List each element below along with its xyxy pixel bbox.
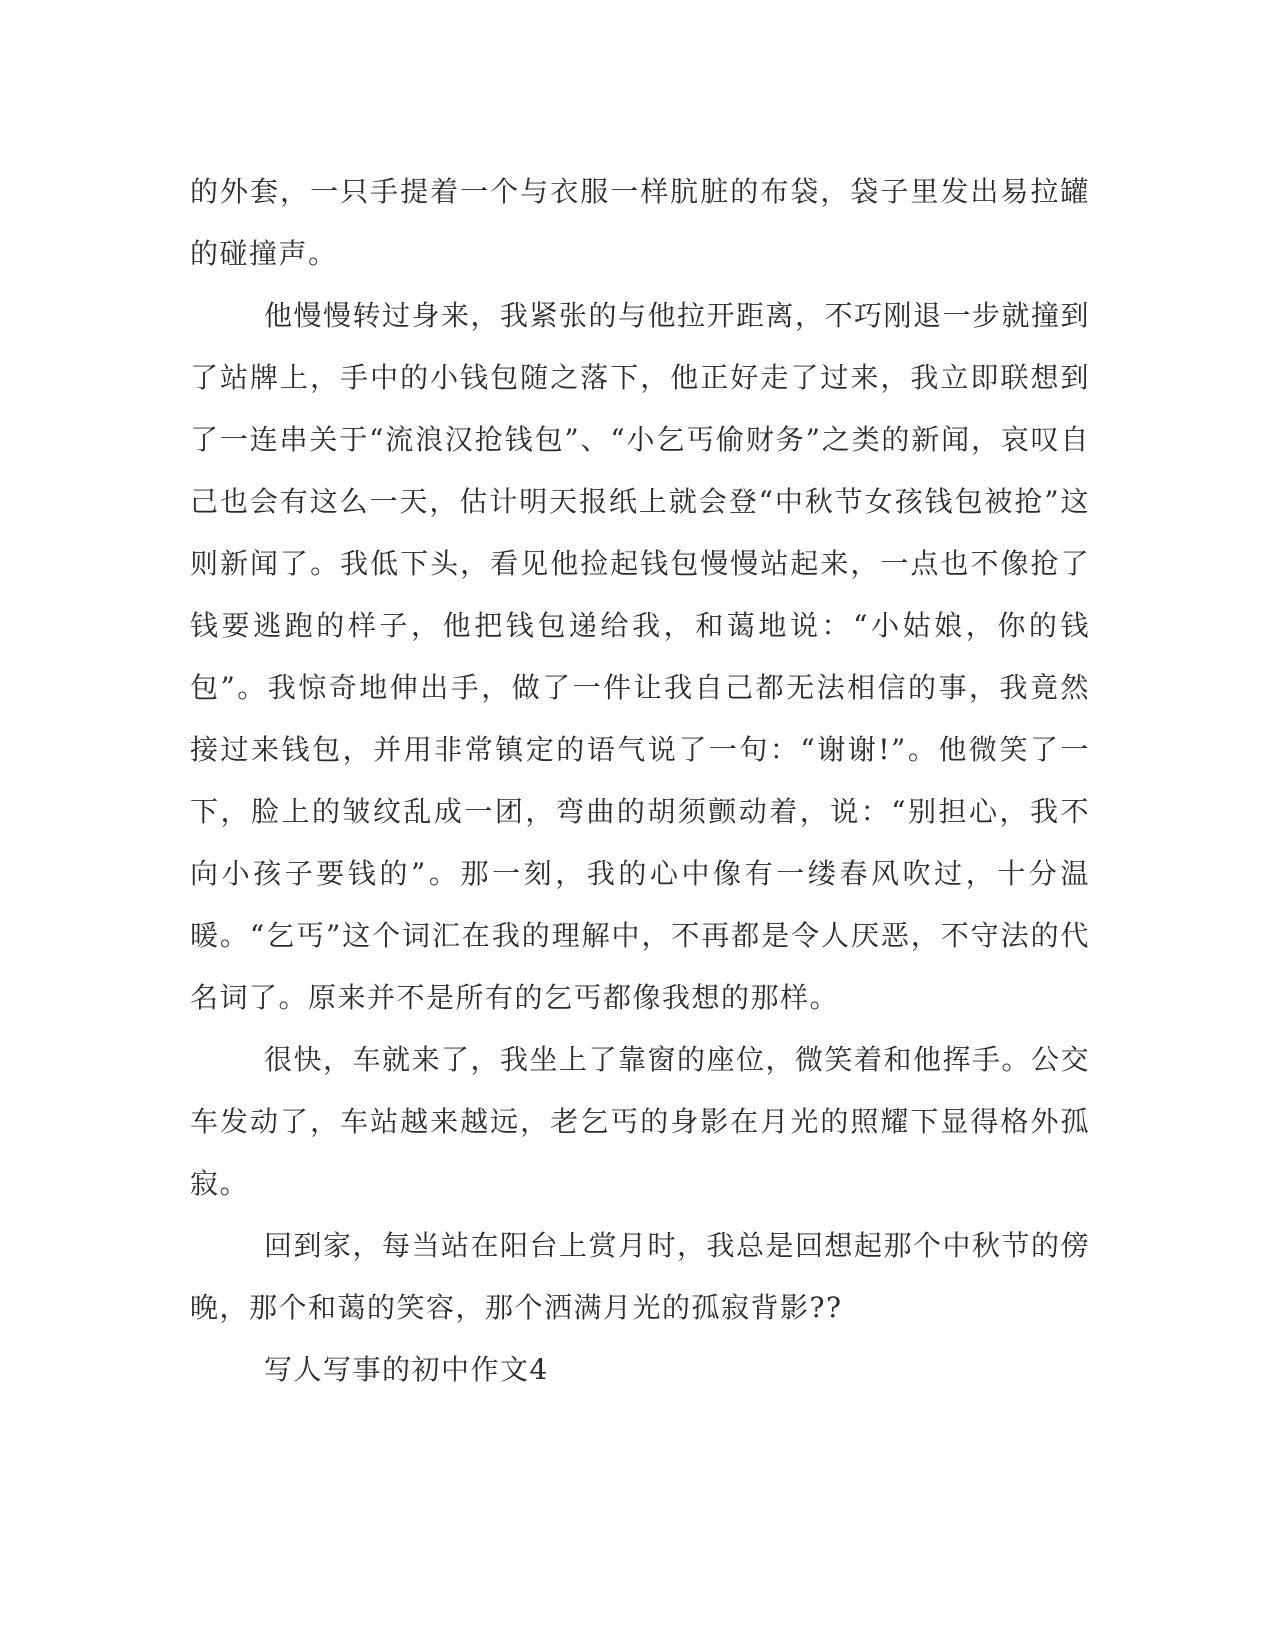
paragraph-wallet-story: 他慢慢转过身来，我紧张的与他拉开距离，不巧刚退一步就撞到了站牌上，手中的小钱包随之落下，他正好走了过来，我立即联想到了一连串关于“流浪汉抢钱包”、“小乞丐偷财务”之类的新闻，哀叹自己也会有这么一天，估计明天报纸上就会登“中秋节女孩钱包被抢”这则新闻了。我低下头，看见他捡起钱包慢慢站起来，一点也不像抢了钱要逃跑的样子，他把钱包递给我，和蔼地说：“小姑娘，你的钱包”。我惊奇地伸出手，做了一件让我自己都无法相信的事，我竟然接过来钱包，并用非常镇定的语气说了一句：“谢谢!”。他微笑了一下，脸上的皱纹乱成一团，弯曲的胡须颤动着，说：“别担心，我不向小孩子要钱的”。那一刻，我的心中像有一缕春风吹过，十分温暖。“乞丐”这个词汇在我的理解中，不再都是令人厌恶，不守法的代名词了。原来并不是所有的乞丐都像我想的那样。 <box>190 299 1091 1014</box>
section-heading: 写人写事的初中作文4 <box>264 1353 549 1386</box>
paragraph-continuation: 的外套，一只手提着一个与衣服一样肮脏的布袋，袋子里发出易拉罐的碰撞声。 <box>190 175 1090 270</box>
paragraph-memory: 回到家，每当站在阳台上赏月时，我总是回想起那个中秋节的傍晚，那个和蔼的笑容，那个洒满月光的孤寂背影?? <box>190 1229 1091 1324</box>
paragraph-bus-departure: 很快，车就来了，我坐上了靠窗的座位，微笑着和他挥手。公交车发动了，车站越来越远，老乞丐的身影在月光的照耀下显得格外孤寂。 <box>190 1043 1091 1200</box>
document-body <box>190 161 1090 1401</box>
